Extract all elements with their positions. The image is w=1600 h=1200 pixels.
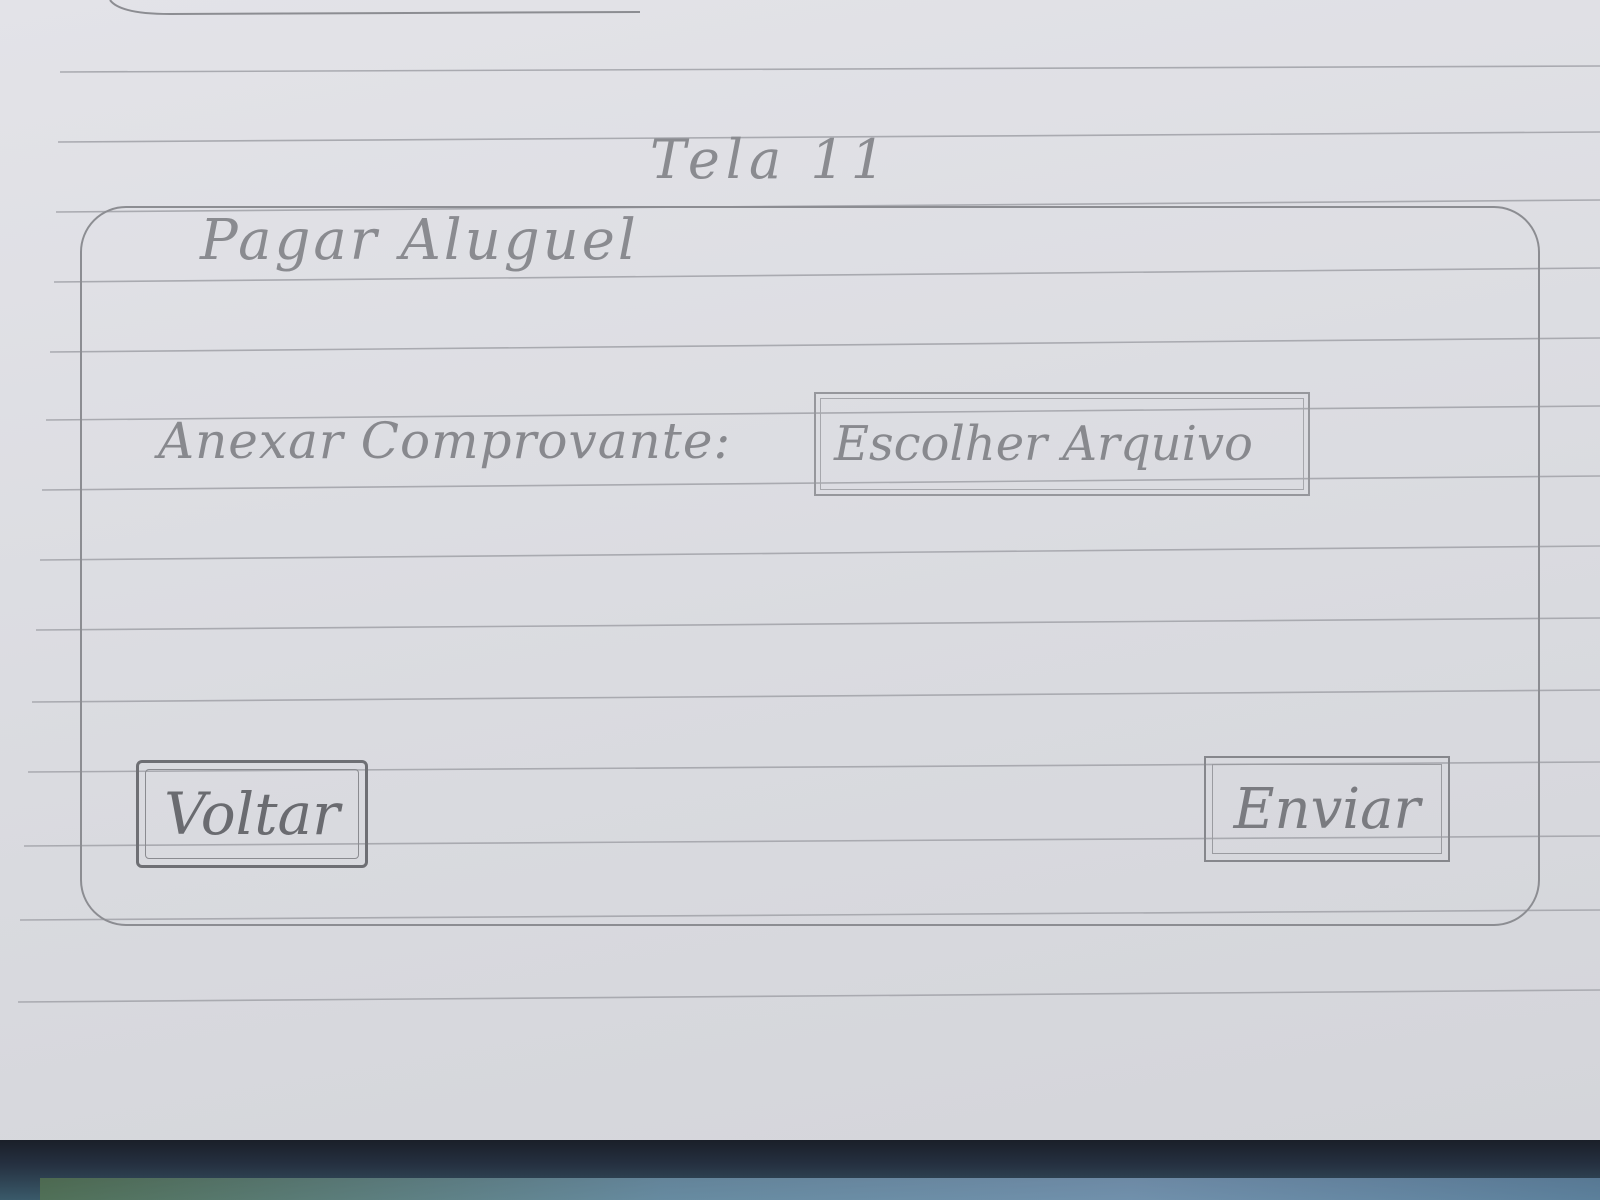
back-button[interactable] bbox=[136, 760, 368, 868]
back-button-label: Voltar bbox=[164, 780, 340, 848]
attach-receipt-label: Anexar Comprovante: bbox=[158, 412, 732, 470]
screen-title: Tela 11 bbox=[650, 128, 892, 191]
send-button-label: Enviar bbox=[1233, 776, 1421, 842]
desk-background bbox=[0, 1140, 1600, 1200]
send-button[interactable] bbox=[1204, 756, 1450, 862]
choose-file-button[interactable] bbox=[814, 392, 1310, 496]
choose-file-label: Escolher Arquivo bbox=[834, 416, 1253, 472]
page-title: Pagar Aluguel bbox=[200, 208, 639, 273]
